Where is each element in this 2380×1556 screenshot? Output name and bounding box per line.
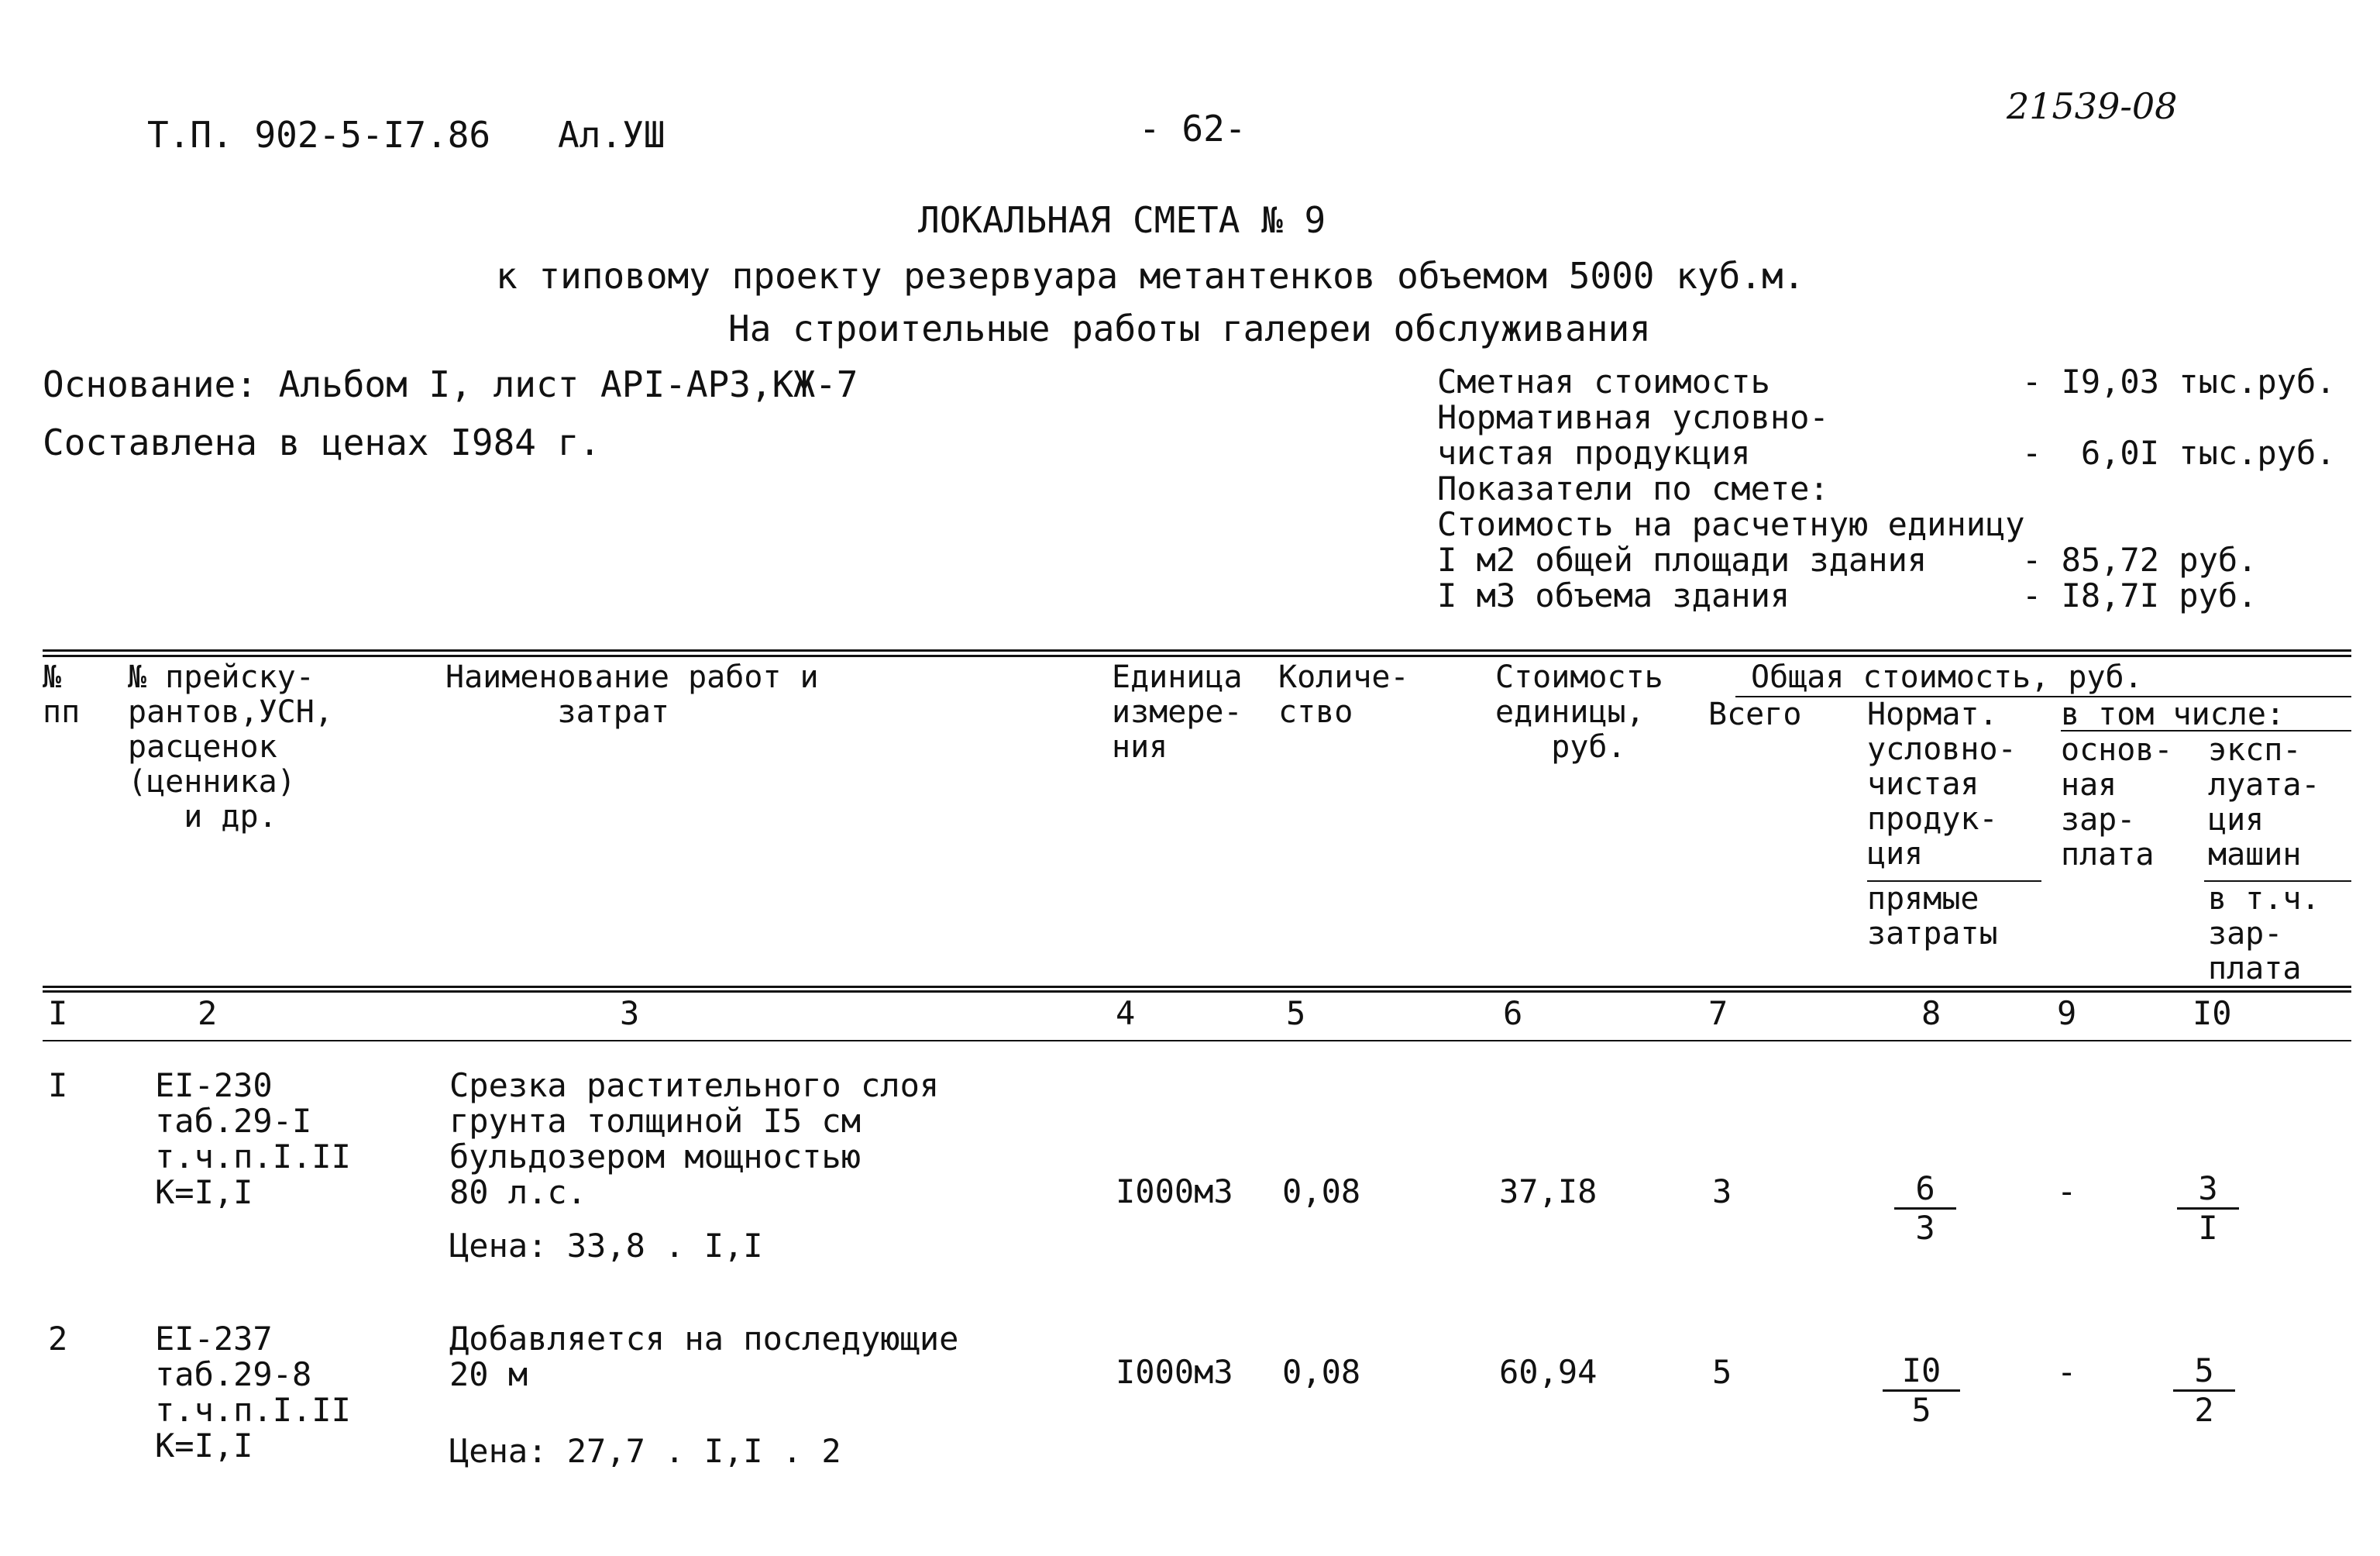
col-header-direct: прямые затраты — [1867, 881, 1998, 952]
fraction-numerator: I0 — [1883, 1352, 1960, 1392]
summary-per-unit: Стоимость на расчетную единицу — [1437, 505, 2025, 543]
col-number: 4 — [1116, 994, 1136, 1032]
fraction-numerator: 5 — [2173, 1352, 2235, 1392]
col-header-machine-wage: в т.ч. зар- плата — [2208, 881, 2320, 986]
col-header-incl-group: в том числе: — [2061, 697, 2285, 732]
summary-volume-value: - I8,7I руб. — [2022, 577, 2258, 614]
col-header-num: № пп — [43, 659, 81, 730]
summary-norm-label: Нормативная условно- — [1437, 398, 1829, 436]
row-price-code: ЕI-237 таб.29-8 т.ч.п.I.II К=I,I — [155, 1320, 351, 1465]
row-work-name: Добавляется на последующие 20 м — [449, 1320, 959, 1393]
header-bottom-rule — [43, 986, 2351, 988]
col-header-wage: основ- ная зар- плата — [2061, 732, 2173, 873]
col-header-machines: эксп- луата- ция машин — [2208, 732, 2320, 873]
col-header-qty: Количе- ство — [1278, 659, 1409, 730]
table-top-rule-2 — [43, 655, 2351, 657]
row-price-formula: Цена: 27,7 . I,I . 2 — [449, 1432, 841, 1470]
fraction-numerator: 6 — [1894, 1170, 1956, 1210]
row-price-code: ЕI-230 таб.29-I т.ч.п.I.II К=I,I — [155, 1066, 351, 1211]
row-machine-fraction — [2173, 1352, 2235, 1429]
summary-indicators: Показатели по смете: — [1437, 470, 1829, 508]
summary-area-value: - 85,72 руб. — [2022, 541, 2258, 579]
col-header-total-group: Общая стоимость, руб. — [1751, 659, 2143, 695]
summary-area-label: I м2 общей площади здания — [1437, 541, 1928, 579]
col-header-unit-cost: Стоимость единицы, руб. — [1495, 659, 1663, 765]
col-number: 3 — [620, 994, 640, 1032]
price-level-line: Составлена в ценах I984 г. — [43, 422, 601, 463]
row-machine-fraction — [2177, 1170, 2239, 1247]
row-unit-cost: 37,I8 — [1499, 1172, 1598, 1210]
estimate-title: ЛОКАЛЬНАЯ СМЕТА № 9 — [918, 199, 1326, 241]
page-number: - 62- — [1139, 108, 1247, 150]
row-norm-fraction — [1894, 1170, 1956, 1247]
col-number: 5 — [1286, 994, 1306, 1032]
row-price-formula: Цена: 33,8 . I,I — [449, 1227, 763, 1265]
row-wage: - — [2057, 1353, 2077, 1391]
fraction-numerator: 3 — [2177, 1170, 2239, 1210]
row-norm-fraction — [1883, 1352, 1960, 1429]
estimate-scope: На строительные работы галереи обслуживания — [728, 308, 1651, 349]
summary-cost-label: Сметная стоимость — [1437, 363, 1770, 401]
col-number: 8 — [1921, 994, 1941, 1032]
fraction-denominator: 5 — [1911, 1391, 1931, 1429]
col-header-total: Всего — [1708, 697, 1802, 732]
fraction-denominator: 3 — [1915, 1209, 1935, 1247]
row-number: I — [48, 1066, 68, 1104]
col-header-unit: Единица измере- ния — [1112, 659, 1243, 765]
table-top-rule — [43, 649, 2351, 652]
row-number: 2 — [48, 1320, 68, 1358]
numbers-bottom-rule — [43, 1040, 2351, 1041]
document-code: Т.П. 902-5-I7.86 — [147, 114, 491, 156]
row-work-name: Срезка растительного слоя грунта толщиной I5 см бульдозером мощностью 80 л.с. — [449, 1066, 940, 1211]
fraction-denominator: I — [2198, 1209, 2218, 1247]
row-quantity: 0,08 — [1282, 1172, 1361, 1210]
fraction-denominator: 2 — [2194, 1391, 2214, 1429]
summary-volume-label: I м3 объема здания — [1437, 577, 1790, 614]
summary-cost-value: - I9,03 тыс.руб. — [2022, 363, 2336, 401]
row-wage: - — [2057, 1172, 2077, 1210]
row-quantity: 0,08 — [1282, 1353, 1361, 1391]
col-number: 7 — [1708, 994, 1728, 1032]
col-number: I0 — [2193, 994, 2232, 1032]
archive-stamp: 21539-08 — [2007, 85, 2178, 127]
col-header-name: Наименование работ и затрат — [445, 659, 819, 730]
basis-line: Основание: Альбом I, лист АРI-АР3,КЖ-7 — [43, 363, 858, 405]
col-header-norm: Нормат. условно- чистая продук- ция — [1867, 697, 2017, 872]
col-number: 9 — [2057, 994, 2077, 1032]
col-number: I — [48, 994, 68, 1032]
row-total: 3 — [1712, 1172, 1732, 1210]
header-bottom-rule-2 — [43, 990, 2351, 993]
col-number: 2 — [198, 994, 218, 1032]
col-number: 6 — [1503, 994, 1523, 1032]
summary-norm-label-2: чистая продукция — [1437, 434, 1751, 472]
row-unit: I000м3 — [1116, 1172, 1233, 1210]
row-unit-cost: 60,94 — [1499, 1353, 1598, 1391]
estimate-subtitle: к типовому проекту резервуара метантенков объемом 5000 куб.м. — [496, 255, 1805, 297]
summary-norm-value: - 6,0I тыс.руб. — [2022, 434, 2336, 472]
row-unit: I000м3 — [1116, 1353, 1233, 1391]
col-header-code: № прейску- рантов,УСН, расценок (ценника) и др. — [128, 659, 333, 835]
row-total: 5 — [1712, 1353, 1732, 1391]
album-number: Ал.УШ — [558, 114, 666, 156]
